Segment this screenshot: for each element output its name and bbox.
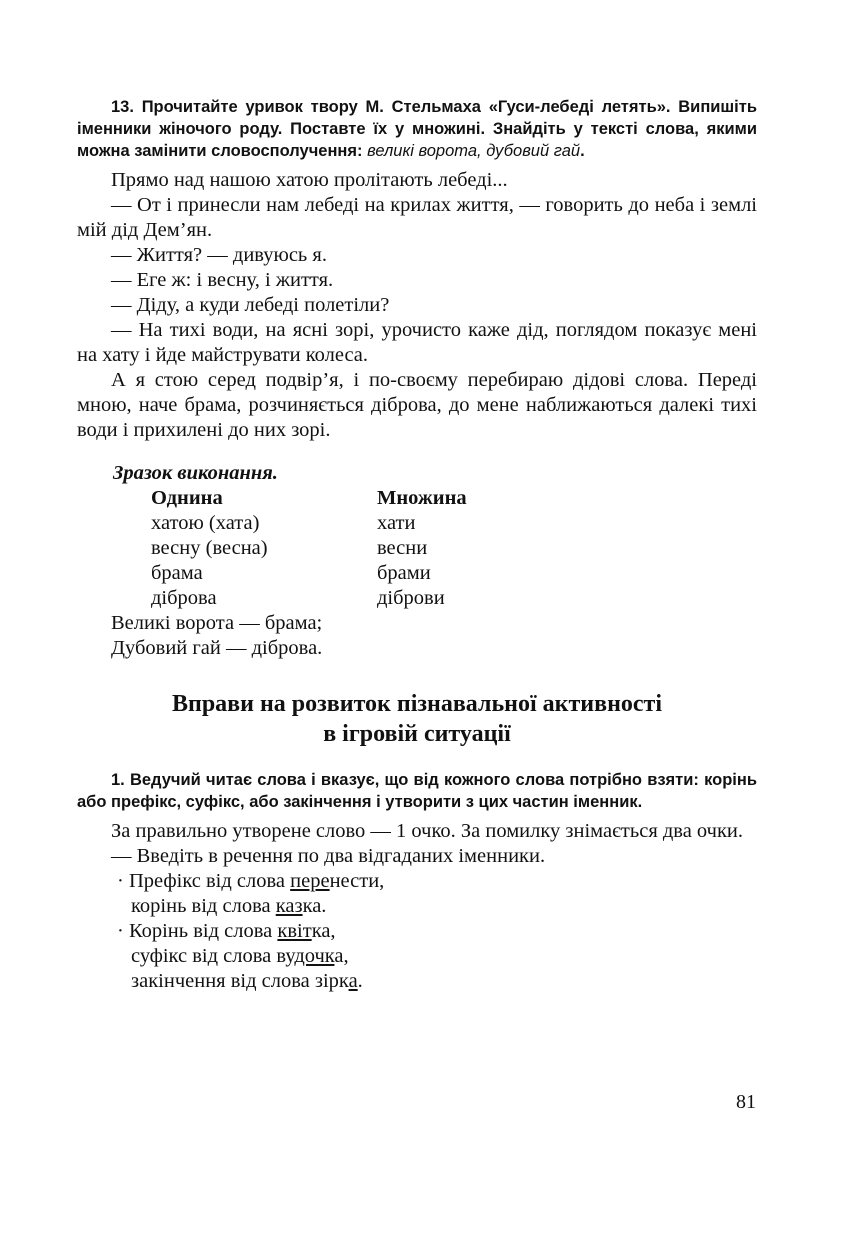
item-text: . bbox=[357, 970, 363, 992]
excerpt bbox=[77, 168, 757, 443]
excerpt-para: — Життя? — дивуюсь я. bbox=[111, 244, 327, 266]
word-item bbox=[131, 969, 757, 994]
excerpt-para: Прямо над нашою хатою пролітають лебеді... bbox=[111, 169, 508, 191]
section-heading bbox=[77, 689, 757, 749]
table-row bbox=[151, 561, 467, 586]
sample-note: Дубовий гай — діброва. bbox=[111, 637, 323, 659]
task-13-text: 13. Прочитайте уривок твору М. Стельмаха «Гуси-лебеді летять». Випишіть іменники жіночого роду. Поставте їх у множині. Знайдіть у тексті слова, якими можна замінити словосполучення: bbox=[77, 98, 757, 160]
item-text: корінь від слова bbox=[131, 895, 276, 917]
word-item bbox=[131, 894, 757, 919]
excerpt-para: А я стою серед подвір’я, і по-своєму перебираю дідові слова. Переді мною, наче брама, розчиняється діброва, до мене наближаються далекі тихі води і прихилені до них зорі. bbox=[77, 369, 757, 441]
sample-table bbox=[151, 486, 467, 611]
task-13 bbox=[77, 96, 757, 162]
item-text: суфікс від слова ву bbox=[131, 945, 295, 967]
word-item bbox=[117, 869, 757, 894]
item-text: нести, bbox=[329, 870, 385, 892]
excerpt-para: — Еге ж: і весну, і життя. bbox=[111, 269, 334, 291]
sample-note: Великі ворота — брама; bbox=[111, 612, 323, 634]
item-text: а, bbox=[334, 945, 349, 967]
table-header-row bbox=[151, 486, 467, 511]
sample-title: Зразок виконання. bbox=[113, 462, 278, 484]
item-text: · Префікс від слова bbox=[117, 870, 291, 892]
scoring-rule: За правильно утворене слово — 1 очко. За помилку знімається два очки. bbox=[111, 820, 744, 842]
section-heading-line: в ігровій ситуації bbox=[323, 721, 511, 747]
sample-solution bbox=[77, 461, 757, 661]
section-heading-line: Вправи на розвиток пізнавальної активності bbox=[171, 691, 663, 717]
underlined-part: дочк bbox=[294, 945, 335, 967]
underlined-part: а bbox=[348, 970, 358, 992]
game-rules bbox=[77, 819, 757, 994]
item-text: · Корінь від слова bbox=[117, 920, 278, 942]
table-cell: хати bbox=[377, 512, 416, 534]
item-text: закінчення від слова зірк bbox=[131, 970, 349, 992]
task-13-phrases: великі ворота, дубовий гай bbox=[367, 142, 581, 160]
column-header-plural: Множина bbox=[377, 487, 467, 509]
table-cell: діброви bbox=[377, 587, 445, 609]
task-1: 1. Ведучий читає слова і вказує, що від кожного слова потрібно взяти: корінь або префікс, суфікс, або закінчення і утворити з цих частин іменник. bbox=[77, 771, 757, 811]
word-item bbox=[131, 944, 757, 969]
excerpt-para: — Діду, а куди лебеді полетіли? bbox=[111, 294, 390, 316]
table-row bbox=[151, 511, 467, 536]
page-content bbox=[77, 96, 757, 994]
column-header-singular: Однина bbox=[151, 487, 223, 509]
table-cell: хатою (хата) bbox=[151, 512, 260, 534]
page-number: 81 bbox=[736, 1091, 756, 1113]
underlined-part: каз bbox=[275, 895, 303, 917]
task-13-end: . bbox=[580, 142, 585, 160]
table-cell: діброва bbox=[151, 587, 217, 609]
table-cell: весни bbox=[377, 537, 428, 559]
word-item bbox=[117, 919, 757, 944]
table-row bbox=[151, 536, 467, 561]
instruction: — Введіть в речення по два відгаданих іменники. bbox=[111, 845, 546, 867]
table-cell: весну (весна) bbox=[151, 537, 268, 559]
item-text: ка. bbox=[302, 895, 327, 917]
underlined-part: пере bbox=[290, 870, 330, 892]
item-text: ка, bbox=[311, 920, 336, 942]
underlined-part: квіт bbox=[277, 920, 312, 942]
excerpt-para: — От і принесли нам лебеді на крилах життя, — говорить до неба і землі мій дід Дем’ян. bbox=[77, 194, 757, 241]
table-cell: брама bbox=[151, 562, 203, 584]
excerpt-para: — На тихі води, на ясні зорі, урочисто каже дід, поглядом показує мені на хату і йде майструвати колеса. bbox=[77, 319, 757, 366]
table-cell: брами bbox=[377, 562, 431, 584]
table-row bbox=[151, 586, 467, 611]
